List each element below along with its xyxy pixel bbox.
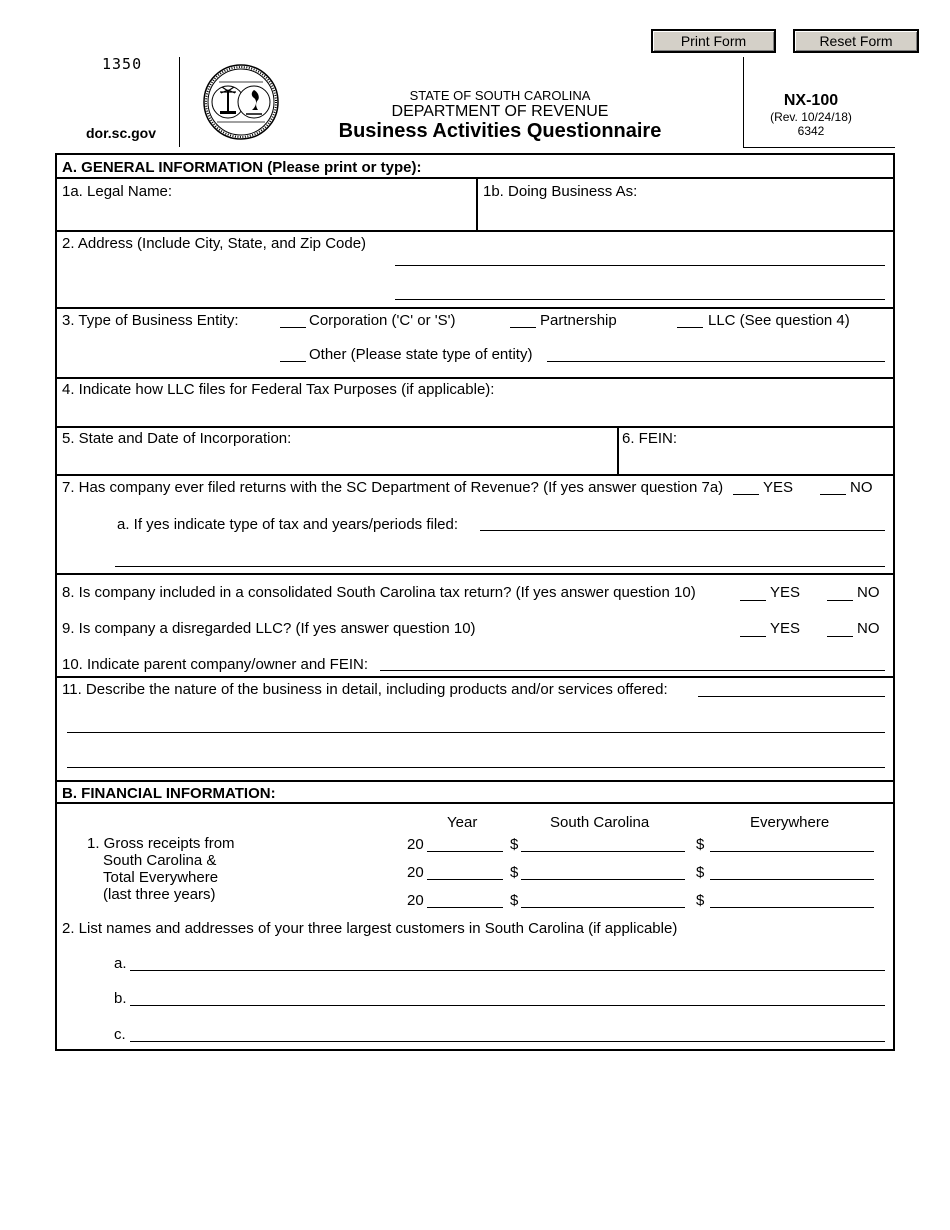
divider bbox=[57, 573, 893, 575]
corporation-label: Corporation ('C' or 'S') bbox=[309, 312, 456, 329]
gross-receipts-label: (last three years) bbox=[103, 886, 216, 903]
everywhere-amount-line-1[interactable] bbox=[710, 851, 874, 852]
business-nature-label: 11. Describe the nature of the business in detail, including products and/or services offered: bbox=[62, 681, 668, 698]
divider bbox=[57, 377, 893, 379]
dollar-sign: $ bbox=[696, 836, 705, 853]
q9-yes-checkbox[interactable] bbox=[740, 636, 766, 637]
entity-type-label: 3. Type of Business Entity: bbox=[62, 312, 239, 329]
sc-amount-line-1[interactable] bbox=[521, 851, 685, 852]
customer-a-label: a. bbox=[114, 955, 127, 972]
fein-input[interactable] bbox=[622, 450, 891, 472]
llc-checkbox[interactable] bbox=[677, 327, 703, 328]
print-form-button[interactable]: Print Form bbox=[651, 29, 776, 53]
fein-label: 6. FEIN: bbox=[622, 430, 678, 447]
address-line-2[interactable] bbox=[395, 299, 885, 300]
partnership-checkbox[interactable] bbox=[510, 327, 536, 328]
website: dor.sc.gov bbox=[86, 125, 157, 141]
year-prefix: 20 bbox=[407, 892, 424, 909]
llc-tax-label: 4. Indicate how LLC files for Federal Tax Purposes (if applicable): bbox=[62, 381, 495, 398]
year-column-header: Year bbox=[447, 814, 478, 831]
reset-form-button[interactable]: Reset Form bbox=[793, 29, 919, 53]
divider bbox=[617, 426, 619, 475]
other-checkbox[interactable] bbox=[280, 361, 306, 362]
sc-amount-line-3[interactable] bbox=[521, 907, 685, 908]
section-a-heading: A. GENERAL INFORMATION (Please print or type): bbox=[62, 159, 422, 176]
q9-no-label: NO bbox=[857, 620, 880, 637]
tax-type-line-2[interactable] bbox=[115, 566, 885, 567]
customer-b-line[interactable] bbox=[130, 1005, 885, 1006]
dollar-sign: $ bbox=[696, 864, 705, 881]
gross-receipts-label: 1. Gross receipts from bbox=[87, 835, 235, 852]
other-type-line[interactable] bbox=[547, 361, 885, 362]
divider bbox=[476, 177, 478, 231]
customer-c-label: c. bbox=[114, 1026, 126, 1043]
state-seal bbox=[203, 64, 279, 140]
q8-yes-label: YES bbox=[770, 584, 801, 601]
divider bbox=[57, 426, 893, 428]
dollar-sign: $ bbox=[510, 892, 519, 909]
sc-amount-line-2[interactable] bbox=[521, 879, 685, 880]
sc-column-header: South Carolina bbox=[550, 814, 650, 831]
filed-returns-label: 7. Has company ever filed returns with the SC Department of Revenue? (If yes answer question 7a) bbox=[62, 479, 724, 496]
address-line-1[interactable] bbox=[395, 265, 885, 266]
year-line-2[interactable] bbox=[427, 879, 503, 880]
business-nature-line-3[interactable] bbox=[67, 767, 885, 768]
divider bbox=[57, 676, 893, 678]
year-prefix: 20 bbox=[407, 864, 424, 881]
q9-yes-label: YES bbox=[770, 620, 801, 637]
parent-company-line[interactable] bbox=[380, 670, 885, 671]
incorporation-input[interactable] bbox=[62, 450, 616, 472]
address-label: 2. Address (Include City, State, and Zip Code) bbox=[62, 235, 367, 252]
state-name: STATE OF SOUTH CAROLINA bbox=[409, 88, 591, 103]
divider bbox=[57, 802, 893, 804]
q8-no-checkbox[interactable] bbox=[827, 600, 853, 601]
customer-a-line[interactable] bbox=[130, 970, 885, 971]
dba-input[interactable] bbox=[483, 203, 892, 227]
llc-label: LLC (See question 4) bbox=[708, 312, 850, 329]
year-prefix: 20 bbox=[407, 836, 424, 853]
q7-no-label: NO bbox=[850, 479, 873, 496]
divider bbox=[57, 780, 893, 782]
corporation-checkbox[interactable] bbox=[280, 327, 306, 328]
q7-no-checkbox[interactable] bbox=[820, 494, 846, 495]
parent-company-label: 10. Indicate parent company/owner and FEIN: bbox=[62, 656, 369, 673]
gross-receipts-label: Total Everywhere bbox=[103, 869, 219, 886]
disregarded-llc-label: 9. Is company a disregarded LLC? (If yes answer question 10) bbox=[62, 620, 476, 637]
legal-name-label: 1a. Legal Name: bbox=[62, 183, 173, 200]
q8-no-label: NO bbox=[857, 584, 880, 601]
divider bbox=[57, 474, 893, 476]
legal-name-input[interactable] bbox=[62, 203, 476, 227]
everywhere-column-header: Everywhere bbox=[750, 814, 830, 831]
business-nature-line-2[interactable] bbox=[67, 732, 885, 733]
divider bbox=[57, 307, 893, 309]
q8-yes-checkbox[interactable] bbox=[740, 600, 766, 601]
llc-tax-input[interactable] bbox=[62, 401, 892, 423]
dollar-sign: $ bbox=[510, 836, 519, 853]
incorporation-label: 5. State and Date of Incorporation: bbox=[62, 430, 292, 447]
section-b-heading: B. FINANCIAL INFORMATION: bbox=[62, 785, 276, 802]
tax-type-line-1[interactable] bbox=[480, 530, 885, 531]
dollar-sign: $ bbox=[510, 864, 519, 881]
divider bbox=[57, 177, 893, 179]
year-line-3[interactable] bbox=[427, 907, 503, 908]
gross-receipts-label: South Carolina & bbox=[103, 852, 217, 869]
divider bbox=[57, 230, 893, 232]
everywhere-amount-line-2[interactable] bbox=[710, 879, 874, 880]
form-code: 1350 bbox=[102, 55, 143, 73]
dollar-sign: $ bbox=[696, 892, 705, 909]
form-revision: (Rev. 10/24/18) bbox=[770, 110, 852, 124]
form-title: Business Activities Questionnaire bbox=[338, 120, 662, 142]
everywhere-amount-line-3[interactable] bbox=[710, 907, 874, 908]
header-underline bbox=[743, 147, 895, 148]
customer-b-label: b. bbox=[114, 990, 127, 1007]
form-number: 6342 bbox=[797, 124, 825, 138]
consolidated-return-label: 8. Is company included in a consolidated South Carolina tax return? (If yes answer question 10) bbox=[62, 584, 696, 601]
dba-label: 1b. Doing Business As: bbox=[483, 183, 638, 200]
other-label: Other (Please state type of entity) bbox=[309, 346, 533, 363]
department-name: DEPARTMENT OF REVENUE bbox=[391, 103, 609, 120]
form-id: NX-100 bbox=[783, 92, 839, 109]
year-line-1[interactable] bbox=[427, 851, 503, 852]
q7-yes-label: YES bbox=[763, 479, 794, 496]
q7-yes-checkbox[interactable] bbox=[733, 494, 759, 495]
business-nature-line-1[interactable] bbox=[698, 696, 885, 697]
q9-no-checkbox[interactable] bbox=[827, 636, 853, 637]
header-divider-left bbox=[179, 57, 180, 147]
customers-label: 2. List names and addresses of your three largest customers in South Carolina (if applicable) bbox=[62, 920, 678, 937]
customer-c-line[interactable] bbox=[130, 1041, 885, 1042]
tax-type-label: a. If yes indicate type of tax and years/periods filed: bbox=[117, 516, 459, 533]
form-frame bbox=[55, 153, 895, 1051]
partnership-label: Partnership bbox=[540, 312, 617, 329]
